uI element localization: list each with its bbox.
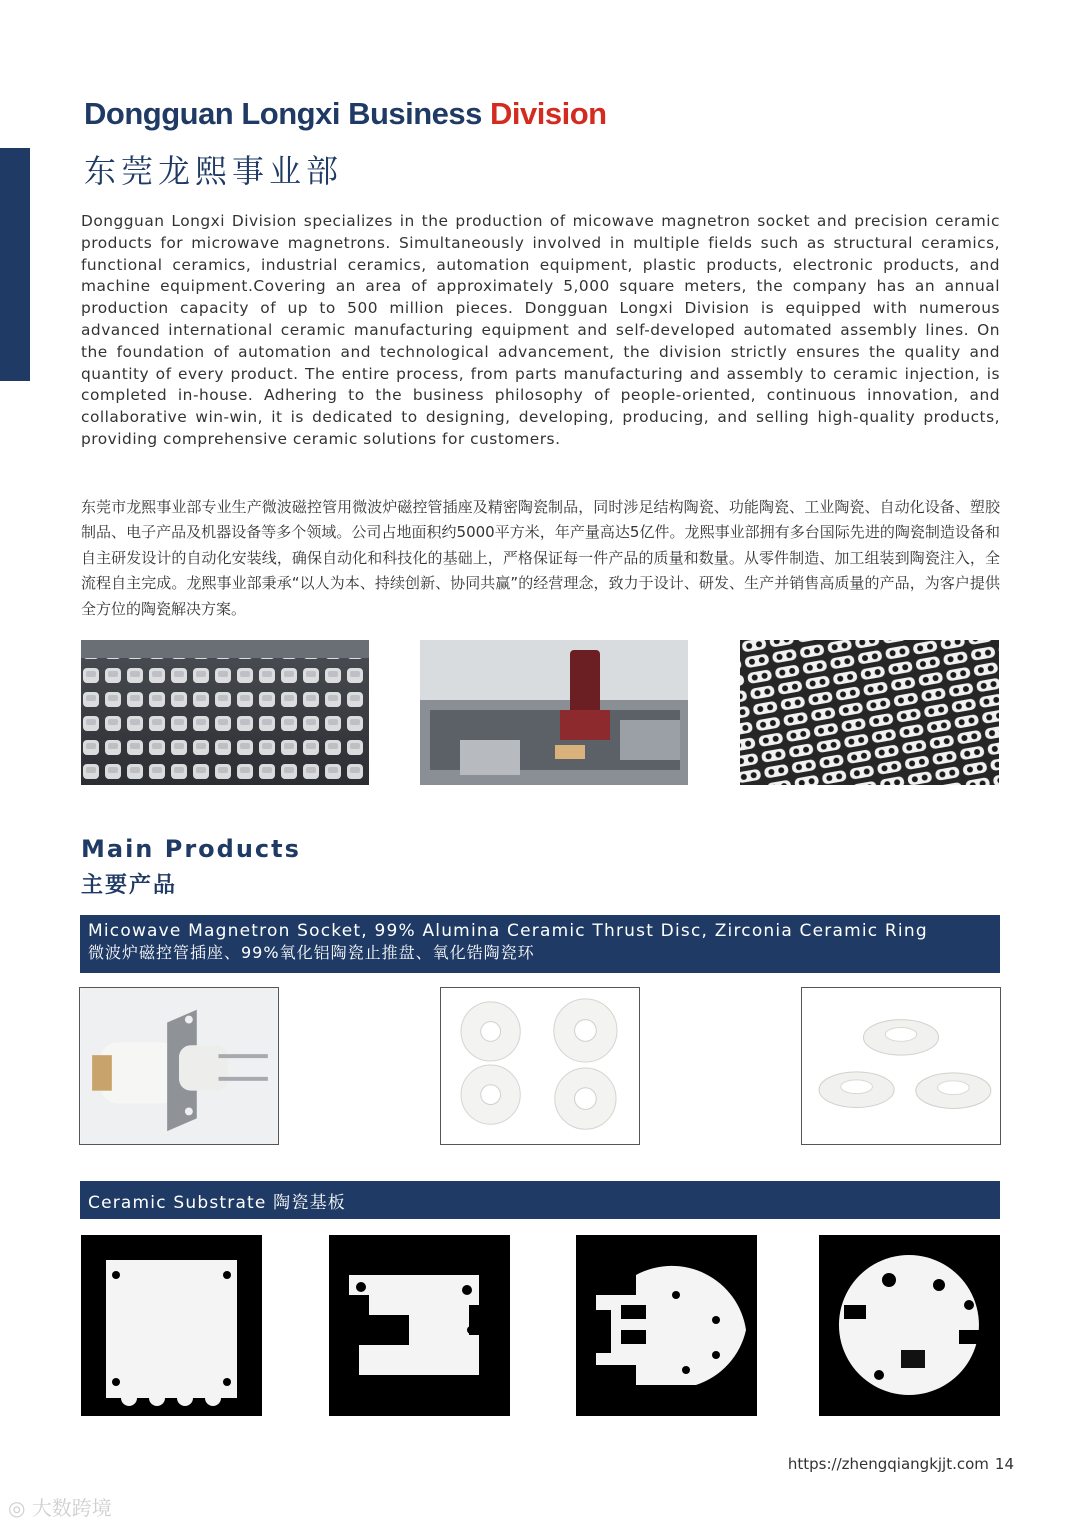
page-footer — [788, 1455, 1014, 1473]
product-image-substrate-step — [329, 1235, 510, 1416]
page-title-cn: 东莞龙熙事业部 — [84, 152, 344, 190]
product-group-banner-2: Ceramic Substrate 陶瓷基板 — [80, 1181, 1000, 1219]
intro-paragraph-cn: 东莞市龙熙事业部专业生产微波磁控管用微波炉磁控管插座及精密陶瓷制品，同时涉足结构陶瓷、功能陶瓷、工业陶瓷、自动化设备、塑胶制品、电子产品及机器设备等多个领域。公司占地面积约5000平方米，年产量高达5亿件。龙熙事业部拥有多台国际先进的陶瓷制造设备和自主研发设计的自动化安装线，确保自动化和科技化的基础上，严格保证每一件产品的质量和数量。从零件制造、加工组装到陶瓷注入，全流程自主完成。龙熙事业部秉承“以人为本、持续创新、协同共赢”的经营理念，致力于设计、研发、生产并销售高质量的产品，为客户提供全方位的陶瓷解决方案。 — [81, 498, 1000, 618]
product-image-alumina-thrust-disc — [440, 987, 640, 1145]
product-image-zirconia-ring — [801, 987, 1001, 1145]
page-title-en — [84, 96, 607, 132]
product-image-substrate-square — [81, 1235, 262, 1416]
product-image-substrate-fan — [576, 1235, 757, 1416]
page-number: 14 — [994, 1455, 1014, 1473]
title-en-main: Dongguan Longxi Business — [84, 96, 482, 131]
factory-photo-assembly-machine — [420, 640, 688, 785]
main-products-heading-cn: 主要产品 — [81, 873, 178, 898]
main-products-heading-en: Main Products — [81, 835, 301, 863]
product-group-1-label-en: Micowave Magnetron Socket, 99% Alumina Ceramic Thrust Disc, Zirconia Ceramic Ring — [88, 921, 928, 941]
product-group-1-label-cn: 微波炉磁控管插座、99%氧化铝陶瓷止推盘、氧化锆陶瓷环 — [88, 943, 535, 962]
side-accent-bar — [0, 148, 30, 381]
factory-photo-socket-line — [81, 640, 369, 785]
intro-paragraph-en: Dongguan Longxi Division specializes in the production of micowave magnetron socket and precision ceramic products for microwave magnetrons. Simultaneously involved in multiple fields such as structural ceramics, functional ceramics, industrial ceramics, automation equipment, plastic products, electronic products, and machine equipment.Covering an area of approximately 5,000 square meters, the company has an annual production capacity of up to 500 million pieces. Dongguan Longxi Division is equipped with numerous advanced international ceramic manufacturing equipment and self-developed automated assembly lines. On the foundation of automation and technological advancement, the division strictly ensures the quality and quantity of every product. The entire process, from parts manufacturing and assembly to ceramic injection, is completed in-house. Adhering to the business philosophy of people-oriented, continuous innovation, and collaborative win-win, it is dedicated to designing, developing, producing, and selling high-quality products, providing comprehensive ceramic solutions for customers. — [81, 212, 1000, 448]
factory-photo-ceramic-parts-tray — [740, 640, 999, 785]
product-group-banner-1 — [80, 915, 1000, 973]
product-image-substrate-round — [819, 1235, 1000, 1416]
watermark-text: 大数跨境 — [31, 1496, 112, 1520]
product-image-magnetron-socket — [79, 987, 279, 1145]
website-link[interactable]: https://zhengqiangkjjt.com — [787, 1455, 989, 1473]
watermark-logo-icon: ◎ — [8, 1496, 32, 1520]
watermark — [8, 1492, 112, 1521]
title-en-accent: Division — [490, 96, 607, 131]
